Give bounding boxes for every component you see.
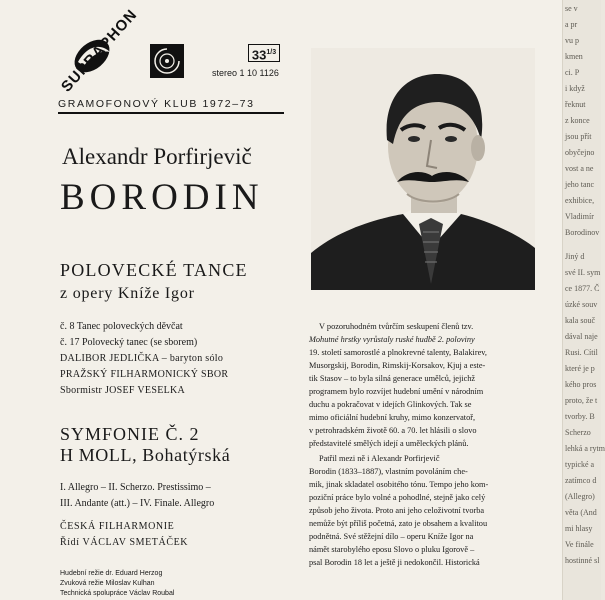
article-line: Borodin (1833–1887), vlastním povoláním che-: [309, 467, 468, 476]
work2-movement: I. Allegro – II. Scherzo. Prestissimo –: [60, 482, 211, 493]
adjacent-line: (Allegro): [565, 492, 595, 501]
credit-line: Hudební režie dr. Eduard Herzog: [60, 570, 163, 577]
adjacent-line: tvorby. B: [565, 412, 595, 421]
work1-performer: DALIBOR JEDLIČKA – baryton sólo: [60, 353, 224, 364]
article-line: způsob jeho života. Proto ani jeho celoživotní tvorba: [309, 506, 485, 515]
adjacent-line: Rusi. Cítil: [565, 348, 598, 357]
adjacent-line: proto, že t: [565, 396, 598, 405]
work1-performer: PRAŽSKÝ FILHARMONICKÝ SBOR: [60, 369, 229, 380]
work1-performer: Sbormistr JOSEF VESELKA: [60, 385, 186, 396]
adjacent-line: z konce: [565, 116, 590, 125]
credit-line: Zvuková režie Miloslav Kulhan: [60, 580, 155, 587]
club-series: GRAMOFONOVÝ KLUB 1972–73: [58, 98, 255, 110]
adjacent-line: hostinné sl: [565, 556, 600, 565]
adjacent-line: věta (And: [565, 508, 597, 517]
article-line: Patřil mezi ně i Alexandr Porfirjevič: [319, 454, 440, 463]
adjacent-line: úzké souv: [565, 300, 598, 309]
adjacent-line: Vladimír: [565, 212, 594, 221]
work1-subtitle: z opery Kníže Igor: [60, 285, 195, 302]
work2-conductor: Řídí VÁCLAV SMETÁČEK: [60, 537, 189, 548]
adjacent-line: zatímco d: [565, 476, 597, 485]
work2-orchestra: ČESKÁ FILHARMONIE: [60, 521, 175, 532]
article-line: námět starobylého eposu Slovo o pluku Igorově –: [309, 545, 475, 554]
adjacent-line: vu p: [565, 36, 579, 45]
work2-subtitle: H MOLL, Bohatýrská: [60, 445, 231, 465]
adjacent-line: typické a: [565, 460, 595, 469]
work1-item: č. 17 Polovecký tanec (se sborem): [60, 337, 198, 348]
adjacent-line: ci. P: [565, 68, 580, 77]
catalog-number: stereo 1 10 1126: [212, 68, 279, 78]
composer-surname: BORODIN: [60, 177, 264, 218]
adjacent-line: a pr: [565, 20, 578, 29]
adjacent-line: Jiný d: [565, 252, 585, 261]
article-line: psal Borodin 18 let a ještě ji nedokončil. Historická: [309, 558, 480, 567]
adjacent-line: exhibice,: [565, 196, 595, 205]
speed-badge: [248, 44, 280, 62]
adjacent-line: Scherzo: [565, 428, 591, 437]
article-line: V pozoruhodném tvůrčím seskupení členů tzv.: [319, 322, 474, 331]
adjacent-line: lehká a rytm: [565, 444, 605, 453]
article-line: představitelé smělých idejí a uměleckých plánů.: [309, 439, 469, 448]
credit-line: Technická spolupráce Václav Roubal: [60, 590, 175, 597]
article-line: programem bylo rozvíjet hudební umění v národním: [309, 387, 484, 396]
adjacent-line: Borodinov: [565, 228, 600, 237]
adjacent-line: se v: [565, 4, 578, 13]
article-line: tik Stasov – to byla silná generace umělců, jejichž: [309, 374, 476, 383]
composer-given-name: Alexandr Porfirjevič: [62, 144, 252, 169]
article-line: mik, jinak skladatel osobitého tónu. Tempo jeho kom-: [309, 480, 489, 489]
adjacent-line: i když: [565, 84, 585, 93]
article-line: 19. století samorostlé a plnokrevné talenty, Balakirev,: [309, 348, 487, 357]
brand-wordmark: SUPRAPHON: [58, 6, 141, 96]
adjacent-line: obyčejno: [565, 148, 595, 157]
adjacent-page: [562, 0, 605, 600]
adjacent-line: jsou přít: [565, 132, 592, 141]
divider: [58, 112, 284, 114]
adjacent-line: dával naje: [565, 332, 598, 341]
adjacent-line: Ve finále: [565, 540, 594, 549]
work2-movement: III. Andante (att.) – IV. Finale. Allegro: [60, 498, 215, 509]
composer-portrait: [311, 48, 535, 290]
adjacent-line: kého pros: [565, 380, 597, 389]
adjacent-line: řeknut: [565, 100, 586, 109]
article-line: v petrohradském životě 60. a 70. let hlásili o slovo: [309, 426, 477, 435]
work2-title: SYMFONIE Č. 2: [60, 424, 200, 444]
adjacent-line: mi hlasy: [565, 524, 593, 533]
disc-icon: [150, 44, 184, 78]
adjacent-line: kala souč: [565, 316, 595, 325]
adjacent-line: kmen: [565, 52, 583, 61]
adjacent-line: vost a ne: [565, 164, 594, 173]
article-line: duchu a pokračovat v idejích Glinkových. Tak se: [309, 400, 472, 409]
work1-item: č. 8 Tanec poloveckých děvčat: [60, 321, 183, 332]
speed-fraction: 1/3: [266, 49, 277, 56]
article-line: poziční práce bylo volné a pohodlné, stejně jako celý: [309, 493, 486, 502]
speed-value: 33: [251, 47, 267, 63]
adjacent-line: ce 1877. Č: [565, 284, 600, 293]
article-line: podnětná. Své stěžejní dílo – operu Kníže Igor na: [309, 532, 474, 541]
work1-title: POLOVECKÉ TANCE: [60, 260, 248, 280]
adjacent-line: jeho tanc: [565, 180, 595, 189]
article-line: nemůže být příliš početná, zato je obsahem a kvalitou: [309, 519, 488, 528]
article-line: mimo oficiální hudební kruhy, mimo konzervatoř,: [309, 413, 476, 422]
adjacent-line: které je p: [565, 364, 595, 373]
article-line: Mohutné hrstky vyrůstaly ruské hudbě 2. poloviny: [309, 335, 475, 344]
adjacent-line: své II. sym: [565, 268, 601, 277]
article-line: Musorgskij, Borodin, Rimskij-Korsakov, Kjuj a este-: [309, 361, 486, 370]
